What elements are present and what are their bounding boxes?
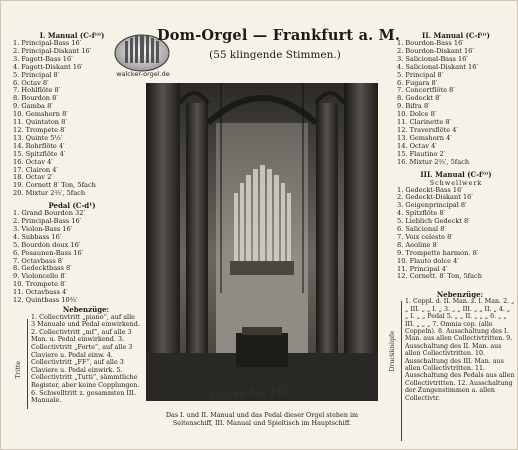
stop-item: 16. Octav 4′ bbox=[13, 157, 53, 166]
nebenzug-item: 2. „ „ III. „ „ I. „ bbox=[405, 298, 515, 313]
nebenzug-item: 10. Ausschaltung des III. Man. aus allen Collectivtritten. bbox=[405, 350, 504, 373]
nebenzug-item: 2. Collectivtritt „mf“, auf alle 3 Man. u. Pedal einwirkend. bbox=[31, 327, 132, 344]
stop-item: 7. Concertflöte 8′ bbox=[397, 86, 455, 95]
nebenzug-item: 6. Schwelltritt z. gesammten III. Manuale. bbox=[31, 388, 136, 405]
stop-item: 10. Dolce 8′ bbox=[397, 110, 437, 119]
cathedral-interior-photo bbox=[146, 83, 378, 401]
nebenzug-item: 4. Collectivtritt „FF“, auf alle 3 Claviere u. Pedal einwirk. bbox=[31, 350, 124, 374]
cliche-stamp: Cliché No 105 bbox=[210, 384, 291, 403]
stop-item: 9. Gamba 8′ bbox=[13, 102, 53, 111]
stop-item: 17. Clairon 4′ bbox=[13, 165, 58, 174]
stop-item: 7. Octavbass 8′ bbox=[13, 256, 64, 265]
stop-item: 12. Trompete 8′ bbox=[13, 125, 66, 134]
nebenzug-item: 12. Ausschaltung der Zungenstimmen a. allen Collectivtr. bbox=[405, 379, 513, 402]
tritte-label: Tritte bbox=[15, 361, 22, 379]
nebenzug-item: 5. Collectivtritt „Tutti“, sämmtliche Register, aber keine Copplungen. bbox=[31, 365, 140, 389]
stop-item: 6. Fugara 8′ bbox=[397, 78, 438, 87]
nebenzug-item: 3. „ „ III. „ „ II. „ bbox=[444, 305, 497, 313]
stop-item: 11. Quintaton 8′ bbox=[13, 118, 67, 127]
stop-item: 2. Gedeckt-Diskant 16′ bbox=[397, 193, 473, 202]
left-column bbox=[13, 31, 131, 305]
stop-item: 9. Bifra 8′ bbox=[397, 102, 430, 111]
stop-item: 4. Fagott-Diskant 16′ bbox=[13, 62, 83, 71]
stop-item: 2. Principal-Diskant 16′ bbox=[13, 46, 92, 55]
stop-item: 18. Octav 2′ bbox=[13, 173, 53, 182]
stop-item: 5. Principal 8′ bbox=[13, 70, 60, 79]
manual-1-heading: I. Manual (C-f⁾⁾⁾) bbox=[39, 31, 105, 40]
pedal-heading: Pedal (C-d¹) bbox=[48, 201, 96, 211]
stop-item: 7. Hohlflöte 8′ bbox=[13, 86, 61, 95]
stop-item: 11. Octavbass 4′ bbox=[13, 288, 68, 297]
manual-2-heading: II. Manual (C-f⁾⁾⁾) bbox=[422, 31, 490, 40]
stop-item: 10. Trompete 8′ bbox=[13, 280, 66, 289]
nebenzug-item: 9. Ausschaltung des II. Man. aus allen Collectivtritten. bbox=[405, 335, 513, 358]
stop-item: 19. Cornett 8′ Ton, 5fach bbox=[13, 181, 96, 190]
stop-item: 14. Octav 4′ bbox=[397, 141, 437, 150]
stop-item: 13. Gemshorn 4′ bbox=[397, 133, 452, 142]
stop-item: 3. Salicional-Bass 16′ bbox=[397, 54, 468, 63]
bracket-left bbox=[27, 319, 28, 409]
stop-item: 6. Octav 8′ bbox=[13, 78, 49, 87]
pedal-list bbox=[13, 210, 131, 305]
manual-3-list bbox=[397, 187, 515, 282]
stop-item: 12. Cornett. 8′ Ton, 5fach bbox=[397, 272, 482, 281]
stop-item: 15. Spitzflöte 4′ bbox=[13, 149, 66, 158]
stop-item: 2. Bourdon-Diskant 16′ bbox=[397, 46, 474, 55]
manual-3-heading: III. Manual (C-f⁾⁾⁾) bbox=[420, 169, 492, 179]
nebenzuege-left-heading: Nebenzüge: bbox=[62, 305, 110, 314]
druckknoepfe-label: Druckknöpfe bbox=[389, 331, 396, 372]
manual-1-list bbox=[13, 40, 131, 198]
nebenzuege-right bbox=[405, 291, 515, 402]
photo-caption: Das I. und II. Manual und das Pedal dieser Orgel stehen im Seitenschiff, III. Manual und Spieltisch im Hauptschiff. bbox=[165, 411, 359, 427]
nebenzuege-left-list bbox=[31, 314, 141, 405]
right-column bbox=[397, 31, 515, 281]
stop-item: 3. Geigenprincipal 8′ bbox=[397, 201, 467, 210]
stop-item: 1. Gedeckt-Bass 16′ bbox=[397, 185, 463, 194]
stop-item: 3. Fagott-Bass 16′ bbox=[13, 54, 73, 63]
nebenzug-item: 7. Omnia cop. (alle Coppeln). bbox=[405, 320, 493, 336]
nebenzug-item: 11. Ausschaltung des Pedals aus allen Collectivtritten. bbox=[405, 365, 515, 387]
page-subtitle: (55 klingende Stimmen.) bbox=[209, 49, 341, 61]
stop-item: 8. Bourdon 8′ bbox=[13, 94, 58, 103]
stop-item: 1. Grand Bourdon 32′ bbox=[13, 209, 85, 218]
stop-item: 4. Salicional-Diskant 16′ bbox=[397, 62, 478, 71]
stop-item: 9. Trompette harmon. 8′ bbox=[397, 248, 479, 257]
stop-item: 1. Bourdon-Bass 16′ bbox=[397, 39, 464, 47]
stop-item: 5. Lieblich Gedeckt 8′ bbox=[397, 217, 470, 226]
stop-item: 1. Principal-Bass 16′ bbox=[13, 39, 82, 47]
stop-item: 9. Violoncello 8′ bbox=[13, 272, 67, 281]
stop-item: 2. Principal-Bass 16′ bbox=[13, 217, 82, 226]
stop-item: 6. Posaunen-Bass 16′ bbox=[13, 248, 84, 257]
stop-item: 5. Principal 8′ bbox=[397, 70, 444, 79]
page-title: Dom-Orgel — Frankfurt a. M. bbox=[157, 27, 401, 44]
nebenzuege-right-list bbox=[405, 298, 515, 402]
nebenzug-item: 1. Coppl. d. II. Man. z. I. Man. bbox=[405, 298, 502, 306]
stop-item: 4. Subbass 16′ bbox=[13, 232, 62, 241]
manual-3-subheading: Schwellwerk bbox=[429, 178, 483, 187]
nebenzuege-left bbox=[31, 306, 141, 405]
stop-item: 10. Flauto dolce 4′ bbox=[397, 256, 459, 265]
stop-item: 11. Clarinette 8′ bbox=[397, 118, 452, 127]
stop-item: 8. Gedeckt 8′ bbox=[397, 94, 441, 103]
nebenzug-item: 5. „ „ II. „ „ „ bbox=[446, 313, 489, 321]
nebenzug-item: 6. „ „ III. „ „ „ bbox=[405, 313, 507, 328]
stop-item: 5. Bourdon doux 16′ bbox=[13, 240, 81, 249]
stop-item: 8. Aeoline 8′ bbox=[397, 240, 439, 249]
stop-item: 11. Principal 4′ bbox=[397, 264, 448, 273]
stop-item: 16. Mixtur 2⅔′, 5fach bbox=[397, 157, 470, 166]
stop-item: 12. Quintbass 10⅔′ bbox=[13, 296, 78, 305]
stop-item: 3. Violon-Bass 16′ bbox=[13, 224, 73, 233]
stop-item: 10. Gemshorn 8′ bbox=[13, 110, 68, 119]
stop-item: 6. Salicional 8′ bbox=[397, 225, 446, 234]
nebenzuege-right-heading: Nebenzüge: bbox=[436, 290, 484, 299]
bracket-right bbox=[401, 301, 402, 441]
stop-item: 12. Traversflöte 4′ bbox=[397, 125, 458, 134]
nebenzug-item: 3. Collectivtritt „Forte“, auf alle 3 Claviere u. Pedal einw. bbox=[31, 335, 133, 359]
stop-item: 13. Quinte 5⅓′ bbox=[13, 133, 63, 142]
stop-item: 14. Rohrflöte 4′ bbox=[13, 141, 65, 150]
stop-item: 15. Flautino 2′ bbox=[397, 149, 446, 158]
stop-item: 7. Voix celeste 8′ bbox=[397, 232, 453, 241]
stop-item: 20. Mixtur 2⅔′, 5fach bbox=[13, 189, 86, 198]
nebenzug-item: 1. Collectivtritt „piano“, auf alle 3 Manuale und Pedal einwirkend. bbox=[31, 312, 140, 329]
stop-item: 8. Gedecktbass 8′ bbox=[13, 264, 72, 273]
logo-text: walcker-orgel.de bbox=[116, 70, 170, 78]
manual-2-list bbox=[397, 40, 515, 167]
stop-item: 4. Spitzflöte 8′ bbox=[397, 209, 446, 218]
nebenzug-item: 4. „ „ I. „ „ Pedal bbox=[405, 305, 511, 321]
nebenzug-item: 8. Ausschaltung des I. Man. aus allen Collectivtritten. bbox=[405, 328, 509, 343]
